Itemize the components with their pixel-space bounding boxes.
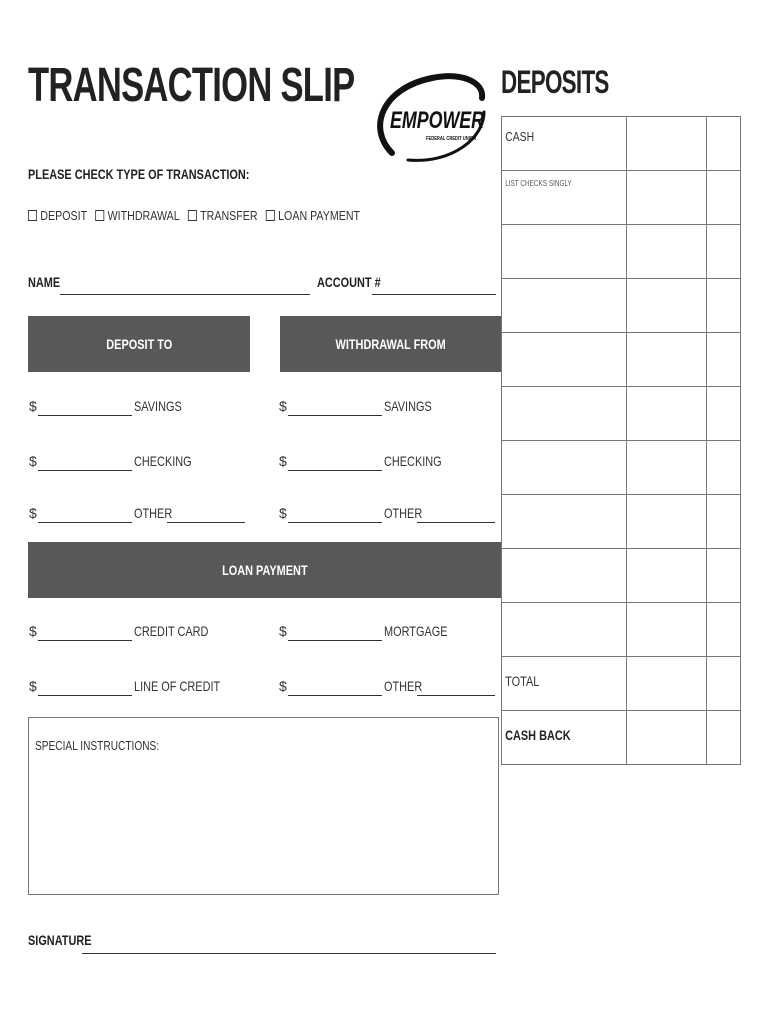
check-cents-cell[interactable] (707, 549, 741, 603)
check-dollars-cell[interactable] (627, 171, 707, 225)
option-transfer[interactable] (188, 208, 258, 223)
row-label: OTHER (384, 678, 423, 694)
check-dollars-cell[interactable] (627, 549, 707, 603)
withdrawal-other-amount[interactable] (288, 522, 382, 523)
withdrawal-checking-row (279, 453, 499, 473)
row-label: CREDIT CARD (134, 623, 209, 639)
check-entry-cell[interactable] (502, 603, 627, 657)
name-label: NAME (28, 274, 61, 290)
check-cents-cell[interactable] (707, 333, 741, 387)
cash-back-label: CASH BACK (505, 727, 571, 743)
row-label: SAVINGS (134, 398, 182, 414)
total-cents-cell[interactable] (707, 657, 741, 711)
table-row (502, 603, 741, 657)
cash-cents-cell[interactable] (707, 117, 741, 171)
deposit-savings-row (29, 398, 249, 418)
table-row (502, 387, 741, 441)
check-dollars-cell[interactable] (627, 603, 707, 657)
currency-symbol: $ (279, 505, 287, 521)
loan-payment-header-text: LOAN PAYMENT (221, 562, 308, 578)
check-entry-cell[interactable] (502, 225, 627, 279)
currency-symbol: $ (29, 453, 37, 469)
check-entry-cell[interactable] (502, 441, 627, 495)
currency-symbol: $ (279, 398, 287, 414)
check-cents-cell[interactable] (707, 495, 741, 549)
currency-symbol: $ (29, 398, 37, 414)
cash-dollars-cell[interactable] (627, 117, 707, 171)
empower-logo (372, 68, 490, 168)
row-label: OTHER (134, 505, 173, 521)
check-entry-cell[interactable] (502, 549, 627, 603)
check-entry-cell[interactable] (502, 333, 627, 387)
deposit-checkbox[interactable] (28, 210, 37, 221)
signature-field[interactable] (82, 953, 496, 954)
currency-symbol: $ (279, 678, 287, 694)
check-dollars-cell[interactable] (627, 387, 707, 441)
check-dollars-cell[interactable] (627, 225, 707, 279)
loan-payment-checkbox[interactable] (266, 210, 275, 221)
check-cents-cell[interactable] (707, 279, 741, 333)
currency-symbol: $ (29, 505, 37, 521)
table-row (502, 549, 741, 603)
withdrawal-checking-amount[interactable] (288, 470, 382, 471)
deposit-to-header (28, 316, 250, 372)
table-row (502, 279, 741, 333)
loan-line-of-credit-row (29, 678, 249, 698)
logo-text: EMPOWER (390, 107, 485, 134)
deposit-savings-amount[interactable] (38, 415, 132, 416)
check-entry-cell[interactable] (502, 495, 627, 549)
deposit-other-description[interactable] (167, 522, 245, 523)
table-row (502, 225, 741, 279)
check-cents-cell[interactable] (707, 171, 741, 225)
table-cell (502, 657, 627, 711)
table-row (502, 495, 741, 549)
withdrawal-other-description[interactable] (417, 522, 495, 523)
withdrawal-from-header-text: WITHDRAWAL FROM (335, 336, 446, 352)
option-loan-payment[interactable] (266, 208, 360, 223)
deposits-table (501, 116, 741, 765)
check-entry-cell[interactable] (502, 279, 627, 333)
account-field[interactable] (372, 294, 496, 295)
deposit-checking-row (29, 453, 249, 473)
total-dollars-cell[interactable] (627, 657, 707, 711)
check-dollars-cell[interactable] (627, 495, 707, 549)
deposits-title: DEPOSITS (501, 64, 609, 100)
withdrawal-other-row (279, 505, 499, 525)
withdrawal-from-header (280, 316, 501, 372)
total-label: TOTAL (505, 673, 540, 689)
logo-subtext: FEDERAL CREDIT UNION (426, 136, 477, 142)
transaction-type-options (28, 205, 360, 225)
loan-credit-card-row (29, 623, 249, 643)
cash-back-dollars-cell[interactable] (627, 711, 707, 765)
row-label: OTHER (384, 505, 423, 521)
row-label: MORTGAGE (384, 623, 448, 639)
table-cell (502, 711, 627, 765)
currency-symbol: $ (29, 678, 37, 694)
check-dollars-cell[interactable] (627, 441, 707, 495)
table-row (502, 441, 741, 495)
option-label: DEPOSIT (40, 207, 88, 223)
option-deposit[interactable] (28, 208, 87, 223)
currency-symbol: $ (29, 623, 37, 639)
list-checks-label: LIST CHECKS SINGLY (505, 179, 572, 188)
account-label: ACCOUNT # (317, 274, 381, 290)
option-label: TRANSFER (200, 207, 258, 223)
deposit-checking-amount[interactable] (38, 470, 132, 471)
deposit-to-header-text: DEPOSIT TO (106, 336, 172, 352)
mortgage-amount[interactable] (288, 640, 382, 641)
table-cell (502, 171, 627, 225)
table-cell (502, 117, 627, 171)
loan-other-amount[interactable] (288, 695, 382, 696)
loan-payment-header (28, 542, 501, 598)
cash-back-cents-cell[interactable] (707, 711, 741, 765)
transaction-type-prompt: PLEASE CHECK TYPE OF TRANSACTION: (28, 166, 250, 182)
loan-mortgage-row (279, 623, 499, 643)
check-dollars-cell[interactable] (627, 279, 707, 333)
check-entry-cell[interactable] (502, 387, 627, 441)
line-of-credit-amount[interactable] (38, 695, 132, 696)
deposit-other-amount[interactable] (38, 522, 132, 523)
row-label: CHECKING (384, 453, 442, 469)
check-cents-cell[interactable] (707, 387, 741, 441)
withdrawal-checkbox[interactable] (95, 210, 104, 221)
check-cents-cell[interactable] (707, 441, 741, 495)
loan-other-description[interactable] (417, 695, 495, 696)
name-field[interactable] (60, 294, 310, 295)
currency-symbol: $ (279, 453, 287, 469)
check-cents-cell[interactable] (707, 225, 741, 279)
row-label: LINE OF CREDIT (134, 678, 221, 694)
transfer-checkbox[interactable] (188, 210, 197, 221)
credit-card-amount[interactable] (38, 640, 132, 641)
deposits-row-total (502, 657, 741, 711)
table-row (502, 333, 741, 387)
check-dollars-cell[interactable] (627, 333, 707, 387)
form-title: TRANSACTION SLIP (28, 59, 355, 112)
row-label: CHECKING (134, 453, 192, 469)
row-label: SAVINGS (384, 398, 432, 414)
loan-other-row (279, 678, 499, 698)
deposits-row-cash-back (502, 711, 741, 765)
special-instructions-label: SPECIAL INSTRUCTIONS: (35, 738, 160, 753)
special-instructions-box[interactable] (28, 717, 499, 895)
currency-symbol: $ (279, 623, 287, 639)
check-cents-cell[interactable] (707, 603, 741, 657)
deposits-row-cash (502, 117, 741, 171)
cash-label: CASH (505, 129, 535, 144)
deposits-row-checks (502, 171, 741, 225)
option-withdrawal[interactable] (95, 208, 179, 223)
deposit-other-row (29, 505, 249, 525)
signature-label: SIGNATURE (28, 932, 92, 948)
option-label: LOAN PAYMENT (278, 207, 361, 223)
withdrawal-savings-row (279, 398, 499, 418)
option-label: WITHDRAWAL (107, 207, 180, 223)
withdrawal-savings-amount[interactable] (288, 415, 382, 416)
